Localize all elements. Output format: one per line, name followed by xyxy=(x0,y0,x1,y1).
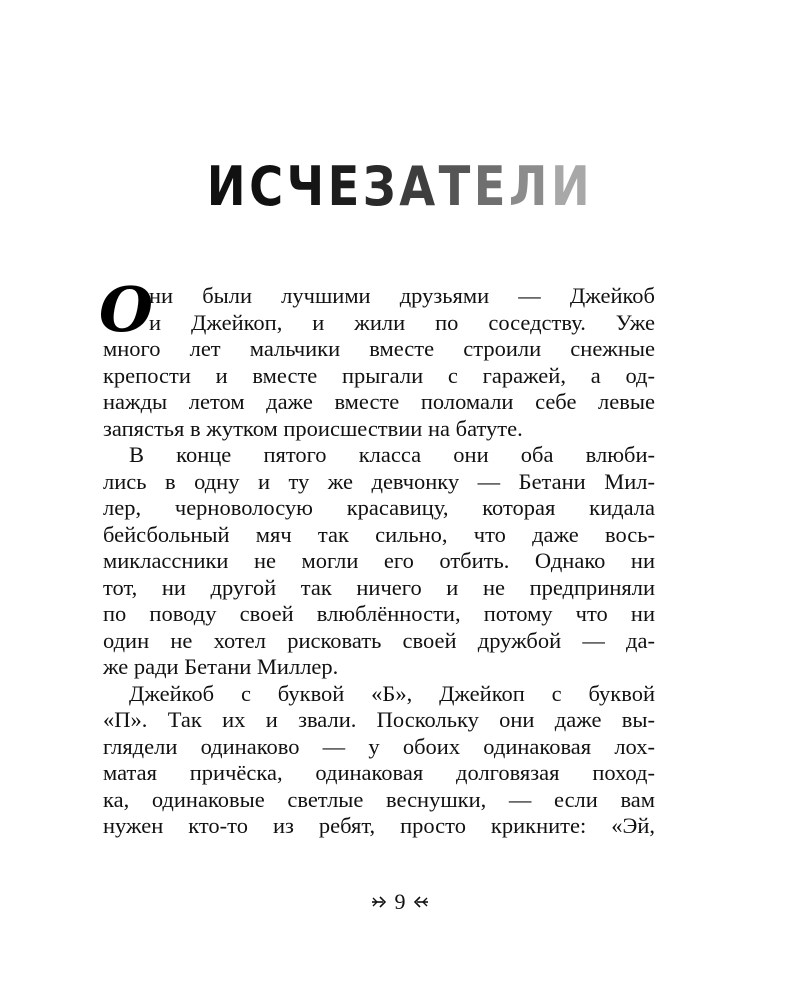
body-text xyxy=(99,273,655,840)
drop-cap: О xyxy=(99,273,154,346)
text-line: тот, ни другой так ничего и не предприняли xyxy=(103,574,655,600)
text-line: нажды летом даже вместе поломали себе левые xyxy=(103,389,655,414)
text-line: бейсбольный мяч так сильно, что даже вось- xyxy=(103,521,655,547)
text-line: и Джейкоп, и жили по соседству. Уже xyxy=(149,309,655,335)
chapter-title-letter: З xyxy=(362,155,400,218)
chapter-title-letter: Ч xyxy=(286,155,328,218)
text-line: «П». Так их и звали. Поскольку они даже вы- xyxy=(103,707,655,732)
chapter-title-letter: Л xyxy=(508,155,551,218)
text-line: запястья в жутком происшествии на батуте. xyxy=(103,415,523,441)
chapter-title-letter: Е xyxy=(327,155,363,218)
chapter-title-letter: А xyxy=(399,155,439,218)
page-number: 9 xyxy=(394,888,406,914)
text-line: миклассники не могли его отбить. Однако ни xyxy=(103,548,655,573)
text-line: лись в одну и ту же девчонку — Бетани Мил- xyxy=(103,468,655,494)
text-line: один не хотел рисковать своей дружбой — да- xyxy=(103,627,655,653)
text-line: глядели одинаково — у обоих одинаковая лох- xyxy=(103,733,655,759)
arrow-ornament-right-icon xyxy=(371,895,387,909)
text-line: Джейкоб с буквой «Б», Джейкоп с буквой xyxy=(129,680,655,706)
chapter-title-letter: И xyxy=(206,155,250,218)
chapter-title-letter: Т xyxy=(438,155,474,218)
text-line: матая причёска, одинаковая долговязая поход- xyxy=(103,760,655,785)
text-line: ка, одинаковые светлые веснушки, — если вам xyxy=(103,786,655,812)
text-line: лер, черноволосую красавицу, которая кидала xyxy=(103,495,655,520)
chapter-title-letter: Е xyxy=(473,155,509,218)
text-line: нужен кто-то из ребят, просто крикните: «Эй, xyxy=(103,813,655,838)
chapter-title-letter: С xyxy=(249,155,287,218)
chapter-title-letter: И xyxy=(550,155,594,218)
text-line: крепости и вместе прыгали с гаражей, а од- xyxy=(103,362,655,388)
arrow-ornament-left-icon xyxy=(413,895,429,909)
text-line: много лет мальчики вместе строили снежные xyxy=(103,336,655,361)
page-footer xyxy=(0,887,800,915)
chapter-title xyxy=(56,155,744,218)
text-line: В конце пятого класса они оба влюби- xyxy=(129,442,655,467)
text-line: по поводу своей влюблённости, потому что ни xyxy=(103,601,655,626)
text-line: ни были лучшими друзьями — Джейкоб xyxy=(149,283,655,308)
text-line: же ради Бетани Миллер. xyxy=(103,654,339,679)
